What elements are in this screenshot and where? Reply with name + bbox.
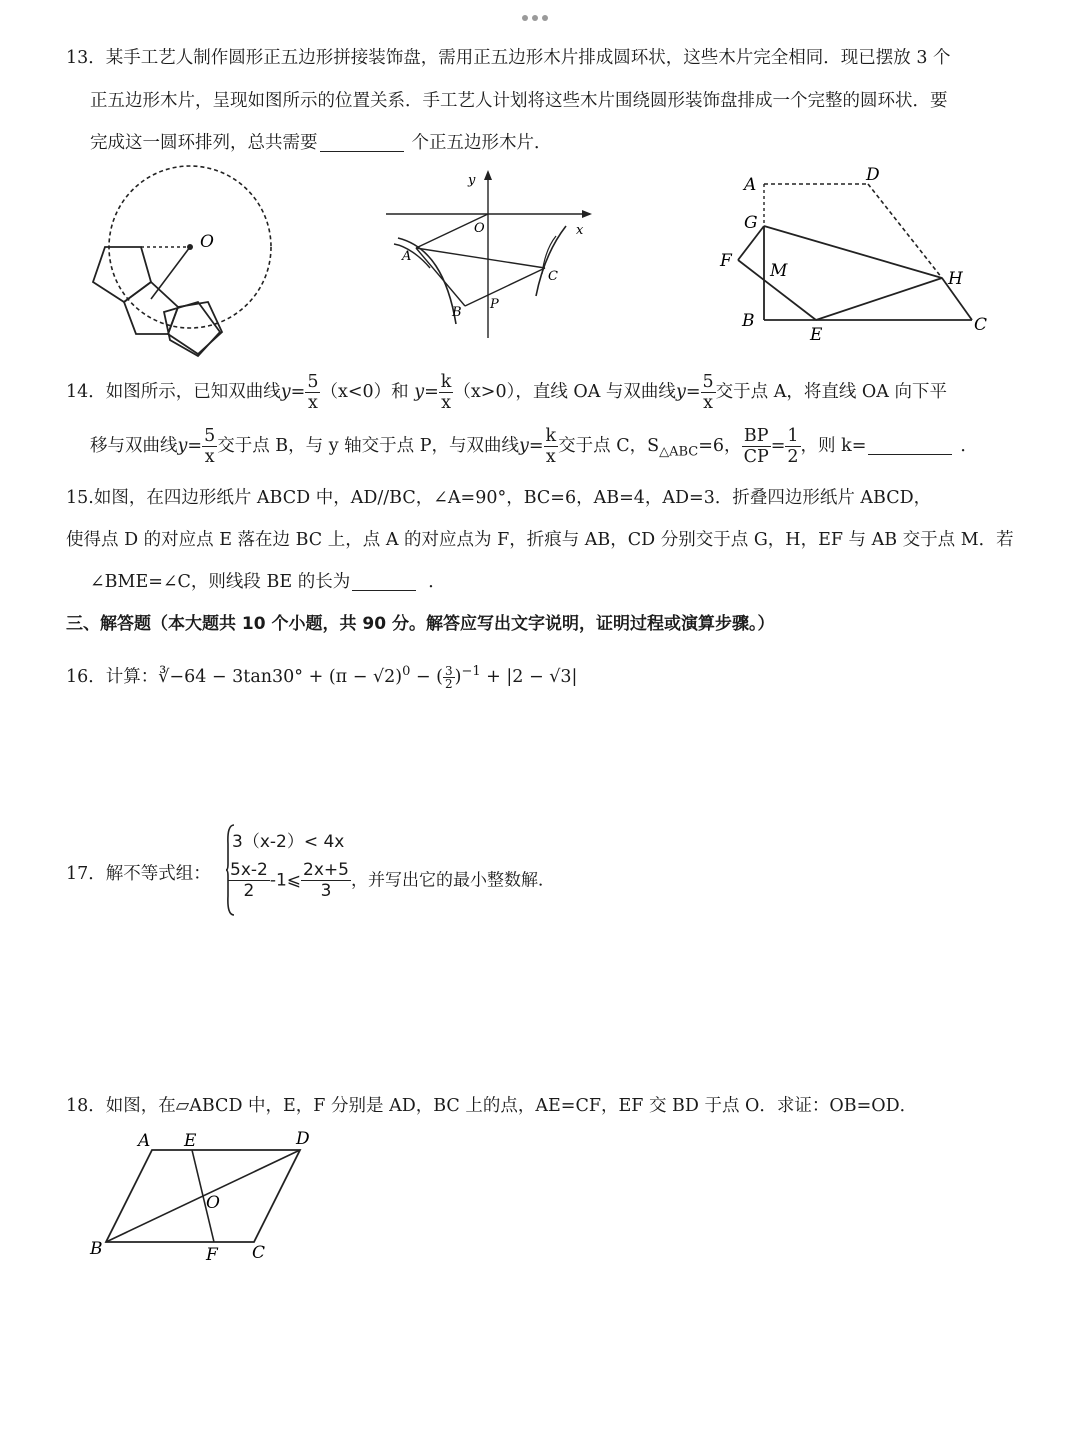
q15-line1: 15.如图，在四边形纸片 ABCD 中，AD//BC，∠A=90°，BC=6，AB=4，AD=3．折叠四边形纸片 ABCD， <box>66 488 932 508</box>
fraction-bp-cp: $\frac{BP}{CP}$ <box>743 426 769 467</box>
point-e-label: E <box>184 1131 197 1151</box>
point-a-label: A <box>138 1131 151 1151</box>
origin-label: O <box>474 221 485 236</box>
point-m-label: M <box>770 261 788 281</box>
x-axis-label: x <box>576 223 584 238</box>
point-b-label: B <box>742 311 755 331</box>
y-axis-label: y <box>468 173 476 188</box>
figure-folding <box>710 160 1010 345</box>
point-c-label: C <box>974 315 988 335</box>
section-3-heading: 三、解答题（本大题共 10 个小题，共 90 分。解答应写出文字说明，证明过程或演算步骤。） <box>66 614 775 634</box>
point-f-label: F <box>720 251 732 271</box>
q13-line3: 完成这一圆环排列，总共需要 个正五边形木片． <box>90 133 552 153</box>
point-p-label: P <box>490 297 499 312</box>
point-e-label: E <box>810 325 823 345</box>
figure-parallelogram <box>86 1126 326 1266</box>
point-a-label: A <box>402 249 412 264</box>
pentagon-1 <box>93 247 151 302</box>
q14-line2: 移与双曲线y= $\frac{5}{x}$ 交于点 B，与 y 轴交于点 P，与双曲线y= $\frac{k}{x}$ 交于点 C，$S_{\triangle ABC}=6$， $\frac{BP}{CP}$ = $\frac{1}{2}$ ，则 k= ． <box>90 426 978 467</box>
figure-hyperbola <box>380 166 605 346</box>
point-a-label: A <box>744 175 757 195</box>
inequality-2: $\frac{5x-2}{2}$ -1⩽ $\frac{2x+5}{3}$ ，并写出它的最小整数解． <box>230 860 555 901</box>
point-g-label: G <box>744 213 758 233</box>
point-b-label: B <box>90 1239 103 1259</box>
point-o-label: O <box>200 232 214 252</box>
q17-label: 17．解不等式组： <box>66 864 211 884</box>
point-h-label: H <box>948 269 963 289</box>
fraction-5-over-x: $\frac{5}{x}$ <box>307 372 319 413</box>
q18-text: 18．如图，在▱ABCD 中，E，F 分别是 AD，BC 上的点，AE=CF，EF 交 BD 于点 O．求证：OB=OD． <box>66 1096 918 1116</box>
point-d-label: D <box>866 165 880 185</box>
more-options-icon[interactable] <box>522 6 558 18</box>
q13-line1: 13．某手工艺人制作圆形正五边形拼接装饰盘，需用正五边形木片排成圆环状，这些木片完全相同．现已摆放 3 个 <box>66 48 951 68</box>
point-b-label: B <box>452 305 462 320</box>
fraction-one-half: $\frac{1}{2}$ <box>787 426 799 467</box>
answer-blank-14 <box>868 436 952 455</box>
q13-line2: 正五边形木片，呈现如图所示的位置关系．手工艺人计划将这些木片围绕圆形装饰盘排成一个完整的圆环状．要 <box>90 91 948 111</box>
q15-line2: 使得点 D 的对应点 E 落在边 BC 上，点 A 的对应点为 F，折痕与 AB，CD 分别交于点 G，H，EF 与 AB 交于点 M．若 <box>66 530 1014 550</box>
q15-line3: ∠BME=∠C，则线段 BE 的长为 ． <box>90 572 446 592</box>
q16-line: 16．计算：∛−64 − $3\tan 30^\circ + (\pi - √2)^0$ − ( $\frac{3}{2}$ )$^{-1}$ + |2 − √3| <box>66 663 578 691</box>
point-c-label: C <box>252 1243 266 1263</box>
inequality-1: 3（x-2）< 4x <box>232 832 345 852</box>
answer-blank-15 <box>352 572 416 591</box>
q14-line1: 14．如图所示，已知双曲线y= $\frac{5}{x}$ （x<0）和 y= $\frac{k}{x}$ （x>0），直线 OA 与双曲线y= $\frac{5}{x}$ 交于点 A，将直线 OA 向下平 <box>66 372 947 413</box>
fraction-k-over-x: $\frac{k}{x}$ <box>440 372 452 413</box>
point-d-label: D <box>296 1129 310 1149</box>
answer-blank-13 <box>320 133 404 152</box>
point-f-label: F <box>206 1245 218 1265</box>
point-o-label: O <box>206 1193 220 1213</box>
point-c-label: C <box>548 269 558 284</box>
figure-pentagon-ring <box>80 162 290 362</box>
